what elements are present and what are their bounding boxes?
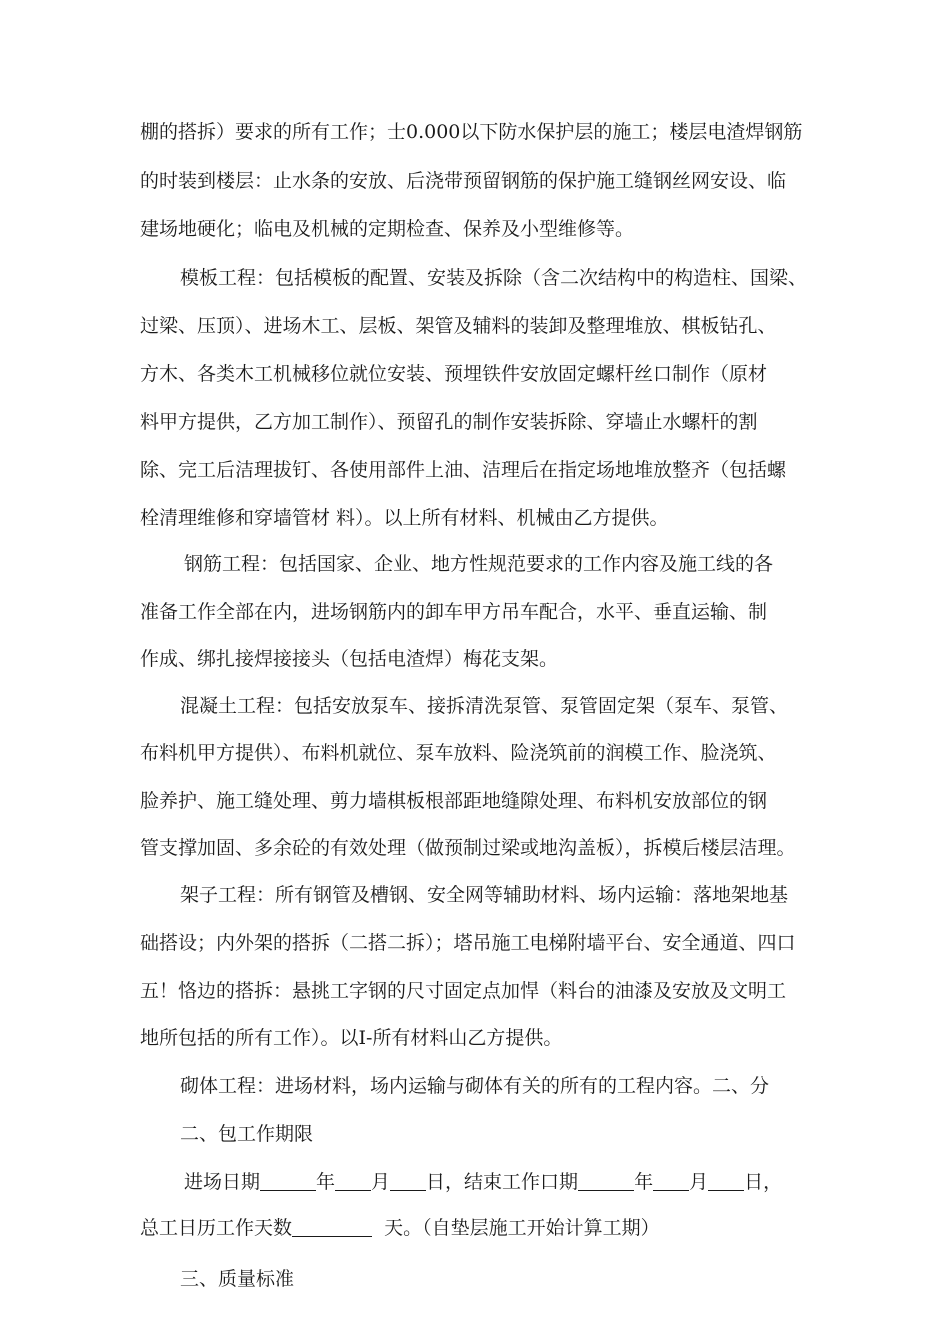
total-days-unit: 天。（自垫层施工开始计算工期） (384, 1217, 660, 1239)
text-line: 布料机甲方提供）、布料机就位、泵车放料、险浇筑前的润模工作、脸浇筑、 (140, 742, 777, 764)
month-label: 月 (689, 1171, 709, 1193)
total-days-label: 总工日历工作天数 (140, 1217, 293, 1239)
paragraph-rebar: 钢筋工程：包括国家、企业、地方性规范要求的工作内容及施工线的各 (184, 553, 774, 575)
text-line: 五！恪边的搭拆：悬挑工字钢的尺寸固定点加悍（料台的油漆及安放及文明工 (140, 980, 787, 1002)
end-year-blank[interactable] (578, 1172, 634, 1191)
end-day-blank[interactable] (708, 1172, 744, 1191)
text-line: 作成、绑扎接焊接接头（包括电渣焊）梅花支架。 (140, 648, 559, 670)
text-line: 除、完工后洁理拔钉、各使用部件上油、洁理后在指定场地堆放整齐（包括螺 (140, 459, 787, 481)
total-days-line (140, 1216, 840, 1240)
start-date-label: 进场日期 (184, 1171, 261, 1193)
text-line: 准备工作全部在内，进场钢筋内的卸车甲方吊车配合，水平、垂直运输、制 (140, 601, 768, 623)
start-month-blank[interactable] (335, 1172, 371, 1191)
month-label: 月 (371, 1171, 391, 1193)
start-day-blank[interactable] (390, 1172, 426, 1191)
text-line: 脸养护、施工缝处理、剪力墙棋板根部距地缝隙处理、布料机安放部位的钢 (140, 790, 768, 812)
text-line: 过梁、压顶）、进场木工、层板、架管及辅料的装卸及整理堆放、棋板钻孔、 (140, 315, 777, 337)
section-heading-work-period: 二、包工作期限 (180, 1123, 314, 1145)
end-month-blank[interactable] (653, 1172, 689, 1191)
end-date-label: 日，结束工作口期 (426, 1171, 579, 1193)
year-label: 年 (634, 1171, 654, 1193)
text-line: 地所包括的所有工作）。以I-所有材料山乙方提供。 (140, 1027, 563, 1049)
paragraph-masonry: 砌体工程：进场材料，场内运输与砌体有关的所有的工程内容。二、分 (180, 1075, 770, 1097)
text-line: 础搭设；内外架的搭拆（二搭二拆）；塔吊施工电梯附墙平台、安全通道、四口 (140, 932, 796, 954)
section-heading-quality: 三、质量标准 (180, 1268, 295, 1290)
text-line: 管支撑加固、多余砼的有效处理（做预制过梁或地沟盖板），拆模后楼层洁理。 (140, 837, 796, 859)
text-line: 料甲方提供，乙方加工制作）、预留孔的制作安装拆除、穿墙止水螺杆的割 (140, 411, 758, 433)
text-line: 方木、各类木工机械移位就位安装、预埋铁件安放固定螺杆丝口制作（原材 (140, 363, 768, 385)
paragraph-formwork: 模板工程：包括模板的配置、安装及拆除（含二次结构中的构造柱、国梁、 (180, 267, 808, 289)
text-line: 栓清理维修和穿墙管材 料）。以上所有材料、机械由乙方提供。 (140, 507, 669, 529)
start-year-blank[interactable] (260, 1172, 316, 1191)
paragraph-scaffold: 架子工程：所有钢管及槽钢、安全网等辅助材料、场内运输：落地架地基 (180, 884, 789, 906)
date-line (184, 1170, 844, 1194)
year-label: 年 (316, 1171, 336, 1193)
day-label: 日， (744, 1171, 783, 1193)
paragraph-concrete: 混凝土工程：包括安放泵车、接拆清洗泵管、泵管固定架（泵车、泵管、 (180, 695, 789, 717)
text-line: 棚的搭拆）要求的所有工作；士0.000以下防水保护层的施工；楼层电渣焊钢筋 (140, 121, 803, 143)
text-line: 的时装到楼层：止水条的安放、后浇带预留钢筋的保护施工缝钢丝网安设、临 (140, 170, 787, 192)
text-line: 建场地硬化；临电及机械的定期检查、保养及小型维修等。 (140, 218, 635, 240)
total-days-blank[interactable] (292, 1218, 372, 1237)
